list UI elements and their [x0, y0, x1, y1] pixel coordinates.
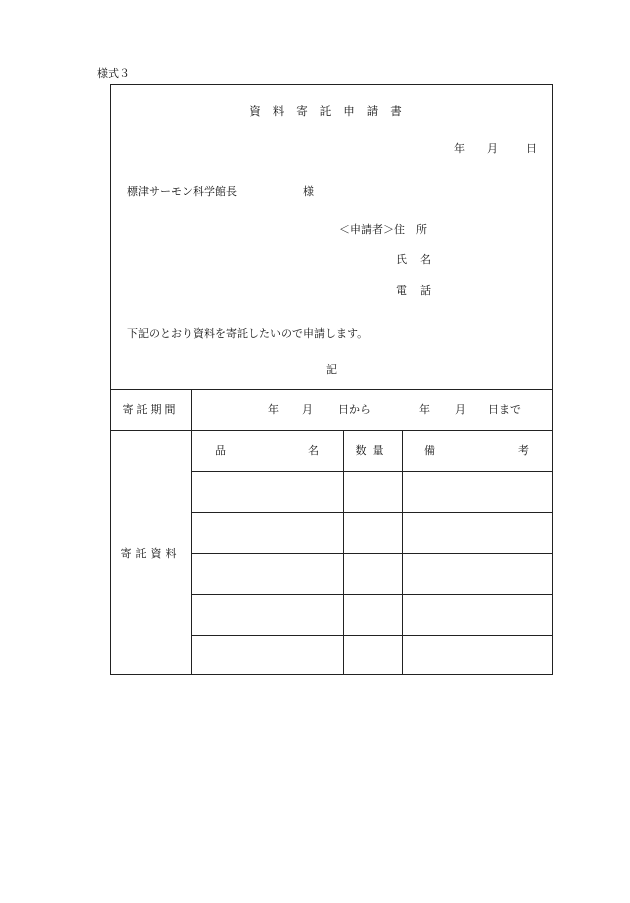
period-end-day: 日まで — [488, 403, 521, 416]
table-top-border — [110, 389, 553, 390]
application-statement: 下記のとおり資料を寄託したいので申請します。 — [127, 327, 369, 340]
period-start-day: 日から — [338, 403, 371, 416]
header-item-name-part2: 名 — [308, 444, 319, 457]
applicant-phone-label: 電話 — [396, 284, 444, 297]
period-start-year: 年 — [268, 403, 279, 416]
date-year-label: 年 — [454, 142, 465, 155]
deposited-materials-label: 寄託資料 — [120, 547, 181, 560]
applicant-address-label: ＜申請者＞住 所 — [339, 223, 427, 236]
form-number-label: 様式３ — [97, 67, 130, 80]
period-start-month: 月 — [302, 403, 313, 416]
period-end-month: 月 — [455, 403, 466, 416]
recipient-name: 標津サーモン科学館長 — [127, 185, 237, 198]
header-remarks-part2: 考 — [518, 444, 529, 457]
date-day-label: 日 — [526, 142, 537, 155]
date-month-label: 月 — [487, 142, 498, 155]
recipient-honorific: 様 — [303, 185, 314, 198]
row-divider — [191, 594, 553, 595]
header-quantity: 数量 — [355, 444, 390, 457]
header-remarks-part1: 備 — [424, 444, 435, 457]
applicant-name-label: 氏名 — [396, 253, 444, 266]
period-bottom-border — [110, 430, 553, 431]
row-divider — [191, 512, 553, 513]
row-divider — [191, 635, 553, 636]
deposit-period-label: 寄託期間 — [122, 403, 179, 416]
header-item-name-part1: 品 — [215, 444, 226, 457]
label-column-divider — [191, 389, 192, 675]
row-divider — [191, 471, 553, 472]
form-title: 資料寄託申請書 — [249, 104, 414, 118]
row-divider — [191, 553, 553, 554]
notation-ki: 記 — [326, 363, 337, 376]
period-end-year: 年 — [419, 403, 430, 416]
application-form-frame — [110, 84, 553, 675]
